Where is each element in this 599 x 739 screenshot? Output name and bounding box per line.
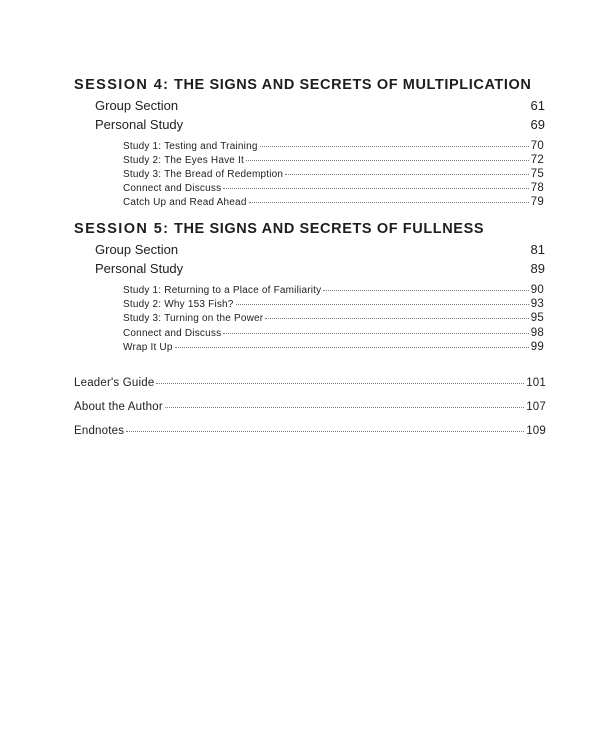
dot-leader [246,150,529,161]
toc-entry-page: 79 [530,196,544,208]
dot-leader [260,136,529,147]
toc-entry-page: 75 [530,168,544,180]
dot-leader [165,396,524,408]
session-5-heading [74,220,554,238]
toc-entry-page: 109 [526,425,546,437]
toc-entry-label: Personal Study [95,261,184,276]
toc-entry-session-5-group-section[interactable] [95,241,545,258]
dot-leader [236,294,529,305]
toc-entry-endnotes[interactable] [74,422,546,439]
dot-leader [249,192,529,203]
toc-entry-label: Group Section [95,98,179,113]
dot-leader [223,323,529,334]
toc-entry-label: Study 2: Why 153 Fish? [123,299,234,310]
toc-entry-session-5-personal-study[interactable] [95,260,545,277]
toc-entry-label: Study 3: The Bread of Redemption [123,169,284,180]
toc-entry-label: Group Section [95,242,179,257]
toc-entry-page: 93 [530,298,544,310]
toc-entry-page: 95 [530,312,544,324]
session-4-title: THE SIGNS AND SECRETS OF MULTIPLICATION [174,77,532,93]
toc-entry-label: Leader's Guide [74,377,155,389]
toc-entry-about-the-author[interactable] [74,398,546,415]
toc-entry-label: Personal Study [95,117,184,132]
dot-leader [156,372,524,384]
toc-entry-label: Connect and Discuss [123,328,222,339]
toc-entry-page: 72 [530,154,544,166]
toc-entry-label: Catch Up and Read Ahead [123,197,247,208]
toc-entry-page: 90 [530,284,544,296]
session-4-heading [74,76,554,94]
toc-entry-label: Study 1: Testing and Training [123,141,258,152]
toc-entry-page: 78 [530,182,544,194]
dot-leader [126,420,524,432]
dot-leader [285,164,529,175]
toc-entry-label: Connect and Discuss [123,183,222,194]
toc-entry-session-5-wrap-it-up[interactable] [123,339,544,354]
session-5-number: SESSION 5: [74,221,170,237]
toc-entry-label: Endnotes [74,425,125,437]
toc-entry-session-4-personal-study[interactable] [95,116,545,133]
toc-entry-label: Study 1: Returning to a Place of Familiarity [123,285,322,296]
toc-entry-page: 69 [530,117,545,132]
toc-entry-session-4-group-section[interactable] [95,97,545,114]
toc-entry-page: 61 [530,98,545,113]
toc-entry-page: 81 [530,242,545,257]
toc-entry-page: 70 [530,140,544,152]
toc-entry-page: 101 [526,377,546,389]
dot-leader [323,280,528,291]
toc-entry-label: Study 2: The Eyes Have It [123,155,244,166]
toc-entry-page: 98 [530,327,544,339]
toc-entry-page: 89 [530,261,545,276]
toc-entry-page: 99 [530,341,544,353]
session-5-title: THE SIGNS AND SECRETS OF FULLNESS [174,221,485,237]
toc-entry-label: Wrap It Up [123,342,173,353]
toc-entry-label: Study 3: Turning on the Power [123,313,264,324]
toc-entry-session-4-catch-up[interactable] [123,194,544,209]
toc-entry-page: 107 [526,401,546,413]
dot-leader [265,308,528,319]
dot-leader [175,337,529,348]
toc-entry-label: About the Author [74,401,163,413]
toc-entry-leaders-guide[interactable] [74,374,546,391]
session-4-number: SESSION 4: [74,77,170,93]
dot-leader [223,178,529,189]
